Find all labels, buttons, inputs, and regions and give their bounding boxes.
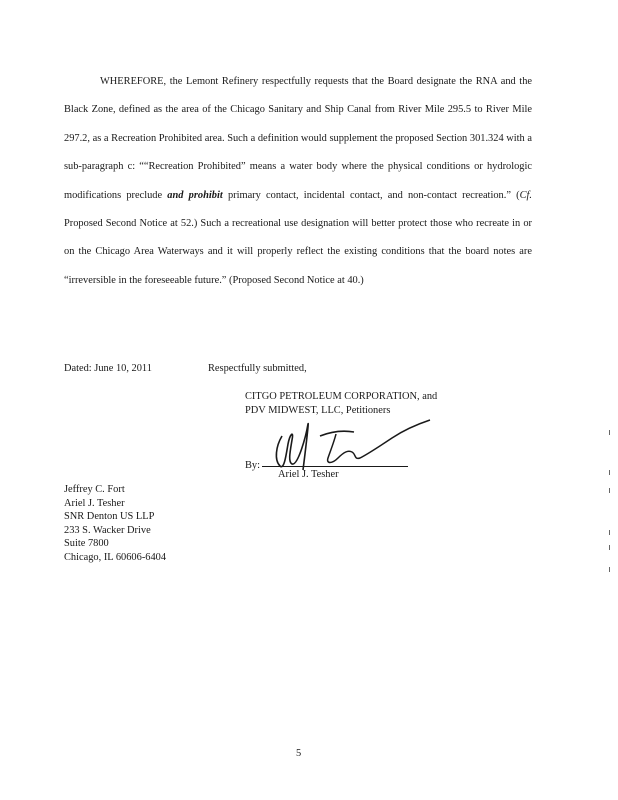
body-text-suffix: Proposed Second Notice at 52.) Such a recreational use designation will better protect those who recreate in or on the Chicago Area Waterways and it will properly reflect the existing conditions that the board notes are “irreversible in the foreseeable future.” (Proposed Second Notice at 40.) — [64, 218, 532, 286]
counsel-line: Ariel J. Tesher — [64, 497, 125, 509]
body-text-middle: primary contact, incidental contact, and non-contact recreation.” ( — [222, 189, 520, 201]
petitioner-line-2: PDV MIDWEST, LLC, Petitioners — [245, 405, 391, 416]
handwritten-signature — [268, 416, 438, 472]
emphasis-and: and — [167, 189, 184, 201]
margin-mark — [609, 567, 610, 572]
counsel-line: Suite 7800 — [64, 538, 109, 550]
by-label: By: — [245, 460, 261, 471]
margin-mark — [609, 470, 610, 475]
body-text-prefix: WHEREFORE, the Lemont Refinery respectfully requests that the Board designate the RNA and the Black Zone, defined as the area of the Chicago Sanitary and Ship Canal from River Mile 295.5 to River Mile 297.2, as a Recreation Prohibited area. Such a definition would supplement the proposed Section 301.324 with a sub-paragraph c: ““Recreation Prohibited” means a water body where the physical conditions or hydrologic modifications preclude — [64, 76, 532, 201]
petitioner-line-1: CITGO PETROLEUM CORPORATION, and — [245, 391, 438, 402]
page-number: 5 — [296, 748, 302, 759]
emphasis-prohibit: prohibit — [188, 189, 223, 201]
counsel-line: 233 S. Wacker Drive — [64, 524, 151, 536]
counsel-line: Jeffrey C. Fort — [64, 484, 125, 495]
margin-mark — [609, 430, 610, 435]
counsel-block — [64, 483, 166, 565]
signature-line — [262, 466, 408, 467]
closing-line: Respectfully submitted, — [208, 363, 307, 374]
margin-mark — [609, 545, 610, 550]
margin-mark — [609, 488, 610, 493]
citation-cf: Cf. — [519, 189, 532, 201]
body-paragraph — [64, 68, 532, 295]
margin-mark — [609, 530, 610, 535]
counsel-line: SNR Denton US LLP — [64, 511, 155, 523]
signer-name: Ariel J. Tesher — [278, 469, 339, 480]
counsel-line: Chicago, IL 60606-6404 — [64, 551, 167, 563]
date-line: Dated: June 10, 2011 — [64, 363, 152, 374]
